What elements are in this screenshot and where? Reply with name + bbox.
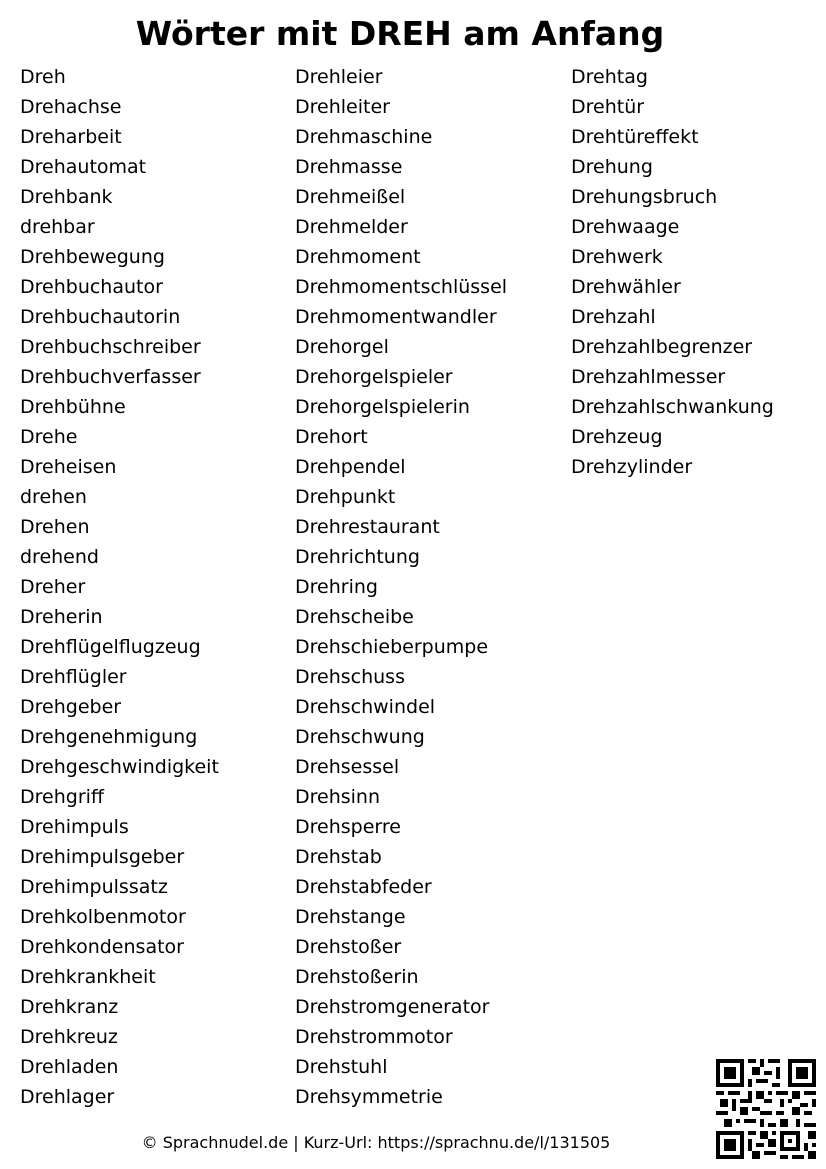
word-item: Drehflügler bbox=[20, 666, 127, 688]
word-item: Drehtüreffekt bbox=[571, 126, 699, 148]
word-item: Dreh bbox=[20, 66, 66, 88]
word-item: Drehwaage bbox=[571, 216, 680, 238]
word-item: Drehzahlbegrenzer bbox=[571, 336, 753, 358]
word-item: Drehstoßer bbox=[295, 936, 402, 958]
word-item: Drehwähler bbox=[571, 276, 681, 298]
word-item: Drehbuchverfasser bbox=[20, 366, 201, 388]
word-item: Drehtür bbox=[571, 96, 645, 118]
footer-credit: © Sprachnudel.de | Kurz-Url: https://sprachnu.de/l/131505 bbox=[141, 1133, 611, 1152]
qr-code-icon bbox=[716, 1059, 816, 1159]
word-item: Drehmelder bbox=[295, 216, 408, 238]
word-item: Dreharbeit bbox=[20, 126, 122, 148]
word-item: Drehzeug bbox=[571, 426, 663, 448]
word-item: Drehmaschine bbox=[295, 126, 433, 148]
word-item: Drehkreuz bbox=[20, 1026, 118, 1048]
word-item: Drehschwung bbox=[295, 726, 425, 748]
word-item: drehen bbox=[20, 486, 87, 508]
word-item: Drehkranz bbox=[20, 996, 119, 1018]
word-item: Drehungsbruch bbox=[571, 186, 718, 208]
word-item: Drehstoßerin bbox=[295, 966, 419, 988]
word-item: Drehkolbenmotor bbox=[20, 906, 186, 928]
word-item: Drehschuss bbox=[295, 666, 405, 688]
word-item: Drehtag bbox=[571, 66, 648, 88]
word-item: Drehflügelflugzeug bbox=[20, 636, 201, 658]
word-item: Drehimpulsgeber bbox=[20, 846, 185, 868]
word-item: Drehzahlmesser bbox=[571, 366, 726, 388]
word-item: Drehorgelspielerin bbox=[295, 396, 470, 418]
word-item: Drehorgel bbox=[295, 336, 389, 358]
word-item: Drehorgelspieler bbox=[295, 366, 453, 388]
word-item: Drehmoment bbox=[295, 246, 421, 268]
word-item: Dreheisen bbox=[20, 456, 117, 478]
word-item: Drehbuchautor bbox=[20, 276, 163, 298]
word-item: Drehbuchautorin bbox=[20, 306, 181, 328]
word-item: Drehpunkt bbox=[295, 486, 396, 508]
word-item: Drehbank bbox=[20, 186, 113, 208]
word-item: Drehe bbox=[20, 426, 78, 448]
word-item: Drehstuhl bbox=[295, 1056, 388, 1078]
word-item: Drehstromgenerator bbox=[295, 996, 490, 1018]
word-item: Drehgeschwindigkeit bbox=[20, 756, 219, 778]
word-item: Drehschieberpumpe bbox=[295, 636, 489, 658]
word-item: Drehmeißel bbox=[295, 186, 406, 208]
word-item: drehend bbox=[20, 546, 99, 568]
word-column-2 bbox=[295, 62, 507, 1112]
word-column-3 bbox=[571, 62, 774, 482]
word-item: Drehbuchschreiber bbox=[20, 336, 201, 358]
word-item: Drehladen bbox=[20, 1056, 119, 1078]
word-item: Drehkondensator bbox=[20, 936, 184, 958]
word-item: Drehmomentschlüssel bbox=[295, 276, 508, 298]
word-item: Drehsinn bbox=[295, 786, 381, 808]
word-item: Dreher bbox=[20, 576, 86, 598]
word-item: Drehung bbox=[571, 156, 653, 178]
word-item: Drehsessel bbox=[295, 756, 400, 778]
word-item: Drehautomat bbox=[20, 156, 147, 178]
word-column-1 bbox=[20, 62, 219, 1112]
word-item: Dreherin bbox=[20, 606, 103, 628]
word-item: Drehstange bbox=[295, 906, 406, 928]
word-item: Drehscheibe bbox=[295, 606, 414, 628]
word-item: Drehrestaurant bbox=[295, 516, 440, 538]
word-item: Drehschwindel bbox=[295, 696, 436, 718]
word-item: Drehpendel bbox=[295, 456, 406, 478]
word-item: Drehort bbox=[295, 426, 368, 448]
word-item: Drehlager bbox=[20, 1086, 115, 1108]
word-item: Drehwerk bbox=[571, 246, 663, 268]
word-item: Drehzahl bbox=[571, 306, 656, 328]
word-item: Drehkrankheit bbox=[20, 966, 156, 988]
word-item: Drehgriff bbox=[20, 786, 104, 808]
word-item: Drehmomentwandler bbox=[295, 306, 497, 328]
word-item: Drehleier bbox=[295, 66, 383, 88]
word-item: Drehimpuls bbox=[20, 816, 129, 838]
word-item: drehbar bbox=[20, 216, 95, 238]
word-item: Drehsperre bbox=[295, 816, 401, 838]
page-title: Wörter mit DREH am Anfang bbox=[135, 14, 665, 53]
word-item: Drehleiter bbox=[295, 96, 390, 118]
word-item: Drehbewegung bbox=[20, 246, 165, 268]
word-item: Drehimpulssatz bbox=[20, 876, 168, 898]
word-item: Drehen bbox=[20, 516, 90, 538]
word-item: Drehzylinder bbox=[571, 456, 693, 478]
word-item: Drehstab bbox=[295, 846, 382, 868]
word-item: Drehzahlschwankung bbox=[571, 396, 774, 418]
word-item: Drehrichtung bbox=[295, 546, 420, 568]
word-item: Drehgeber bbox=[20, 696, 122, 718]
word-item: Drehring bbox=[295, 576, 378, 598]
word-item: Drehmasse bbox=[295, 156, 403, 178]
word-item: Drehstrommotor bbox=[295, 1026, 453, 1048]
word-item: Drehstabfeder bbox=[295, 876, 432, 898]
word-item: Drehgenehmigung bbox=[20, 726, 198, 748]
word-item: Drehbühne bbox=[20, 396, 126, 418]
word-item: Drehachse bbox=[20, 96, 122, 118]
word-item: Drehsymmetrie bbox=[295, 1086, 443, 1108]
